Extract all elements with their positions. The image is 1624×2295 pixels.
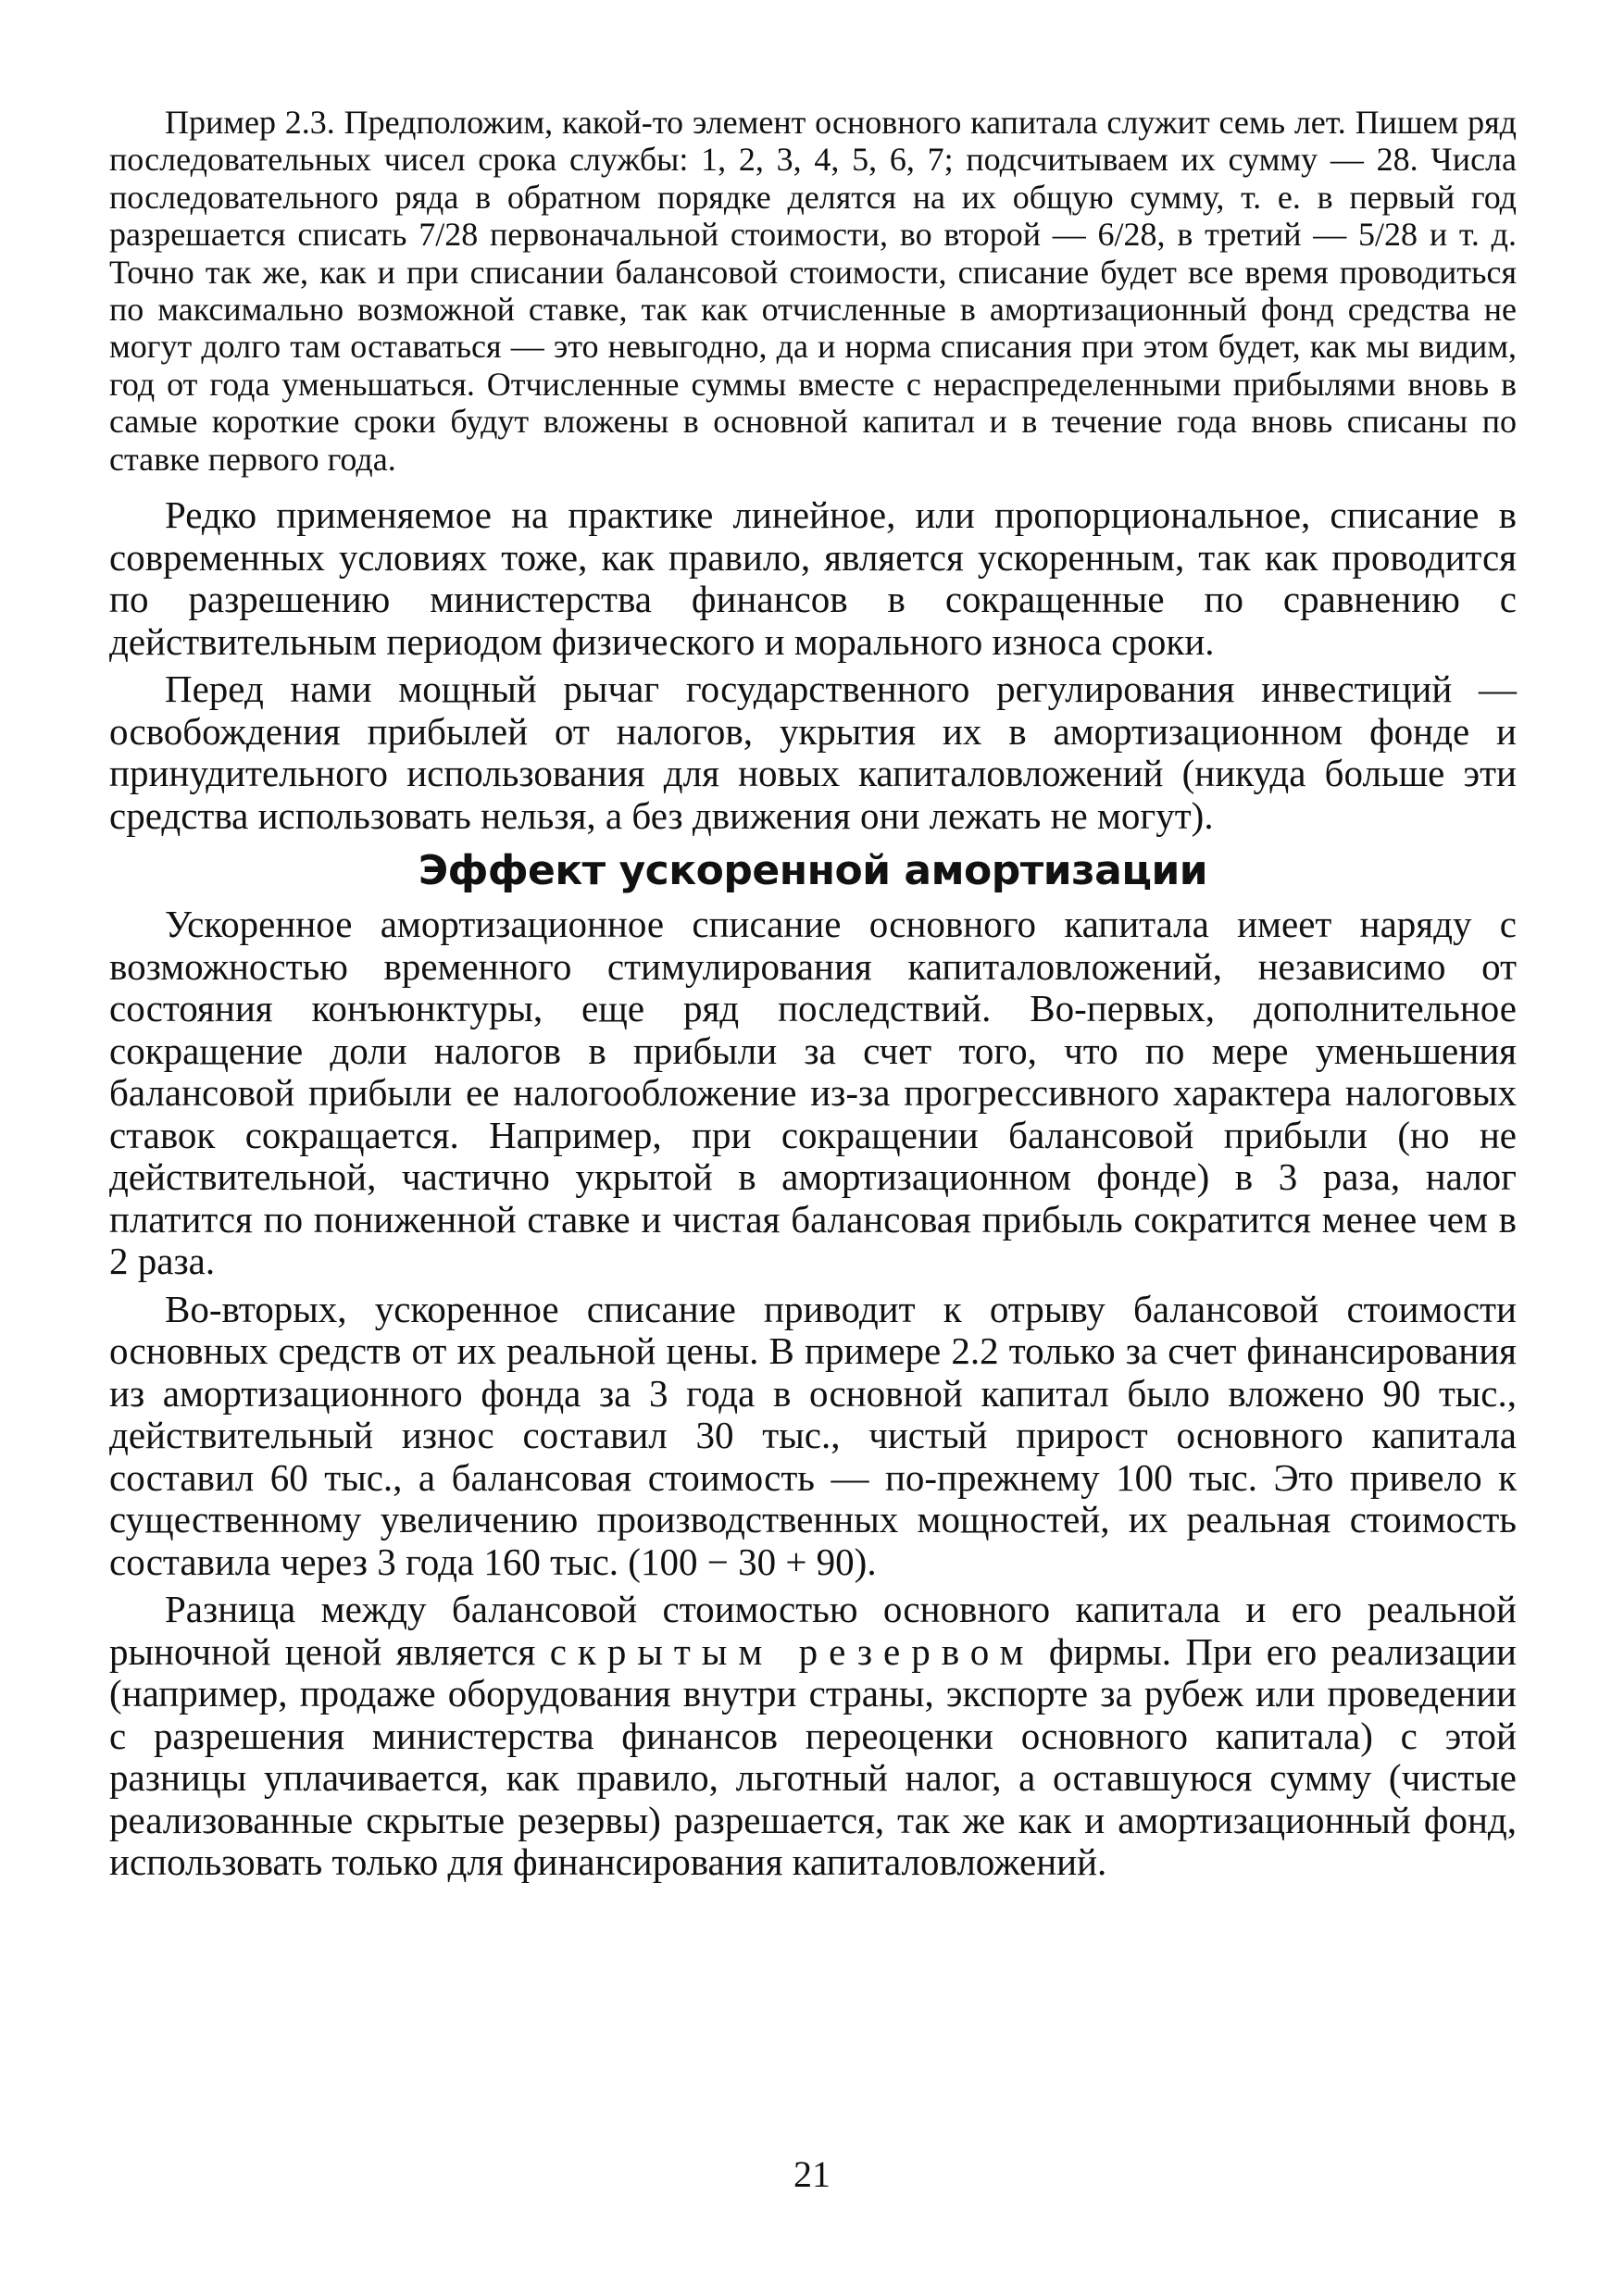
- section-heading: Эффект ускоренной амортизации: [418, 847, 1208, 895]
- paragraph-secondly: Во-вторых, ускоренное списание приводит к отрыву балансовой стоимости основных средств от их реальной цены. В примере 2.2 только за счет финансирования из амортизационного фонда за 3 года в основной капитал было вложено 90 тыс., действительный износ составил 30 тыс., чистый прирост основного капитала составил 60 тыс., а балансовая стоимость — по-прежнему 100 тыс. Это привело к существенному увеличению производственных мощностей, их реальная стоимость составила через 3 года 160 тыс. (100 − 30 + 90).: [109, 1287, 1517, 1583]
- paragraph-linear-writeoff: Редко применяемое на практике линейное, или пропорциональное, списание в современных условиях тоже, как правило, является ускоренным, так как проводится по разрешению министерства финансов в сокращенные по сравнению с действительным периодом физического и морального износа сроки.: [109, 493, 1517, 663]
- hidden-reserve-text-before: Разница между балансовой стоимостью основного капитала и его реальной рыночной ценой является: [109, 1588, 1517, 1673]
- page-number: 21: [793, 2153, 831, 2195]
- page-content: [109, 104, 1517, 1884]
- example-paragraph: Пример 2.3. Предположим, какой-то элемент основного капитала служит семь лет. Пишем ряд последовательных чисел срока службы: 1, 2, 3, 4, 5, 6, 7; подсчитываем их сумму — 28. Числа последовательного ряда в обратном порядке делятся на их общую сумму, т. е. в первый год разрешается списать 7/28 первоначальной стоимости, во второй — 6/28, в третий — 5/28 и т. д. Точно так же, как и при списании балансовой стоимости, списание будет все время проводиться по максимально возможной ставке, так как отчисленные в амортизационный фонд средства не могут долго там оставаться — это невыгодно, да и норма списания при этом будет, как мы видим, год от года уменьшаться. Отчисленные суммы вместе с нераспределенными прибылями вновь в самые короткие сроки будут вложены в основной капитал и в течение года вновь списаны по ставке первого года.: [109, 104, 1517, 478]
- hidden-reserve-term: скрытым резервом: [549, 1629, 1035, 1673]
- hidden-reserve-text-after: фирмы. При его реализации (например, продаже оборудования внутри страны, экспорте за рубеж или проведении с разрешения министерства финансов переоценки основного капитала) с этой разницы уплачивается, как правило, льготный налог, а оставшуюся сумму (чистые реализованные скрытые резервы) разрешается, так же как и амортизационный фонд, использовать только для финансирования капиталовложений.: [109, 1629, 1517, 1884]
- paragraph-accelerated-effects: Ускоренное амортизационное списание основного капитала имеет наряду с возможностью временного стимулирования капиталовложений, независимо от состояния конъюнктуры, еще ряд последствий. Во-первых, дополнительное сокращение доли налогов в прибыли за счет того, что по мере уменьшения балансовой прибыли ее налогообложение из-за прогрессивного характера налоговых ставок сокращается. Например, при сокращении балансовой прибыли (но не действительной, частично укрытой в амортизационном фонде) в 3 раза, налог платится по пониженной ставке и чистая балансовая прибыль сократится менее чем в 2 раза.: [109, 903, 1517, 1283]
- paragraph-investment-lever: Перед нами мощный рычаг государственного регулирования инвестиций — освобождения прибылей от налогов, укрытия их в амортизационном фонде и принудительного использования для новых капиталовложений (никуда больше эти средства использовать нельзя, а без движения они лежать не могут).: [109, 667, 1517, 837]
- paragraph-hidden-reserve: [109, 1589, 1517, 1884]
